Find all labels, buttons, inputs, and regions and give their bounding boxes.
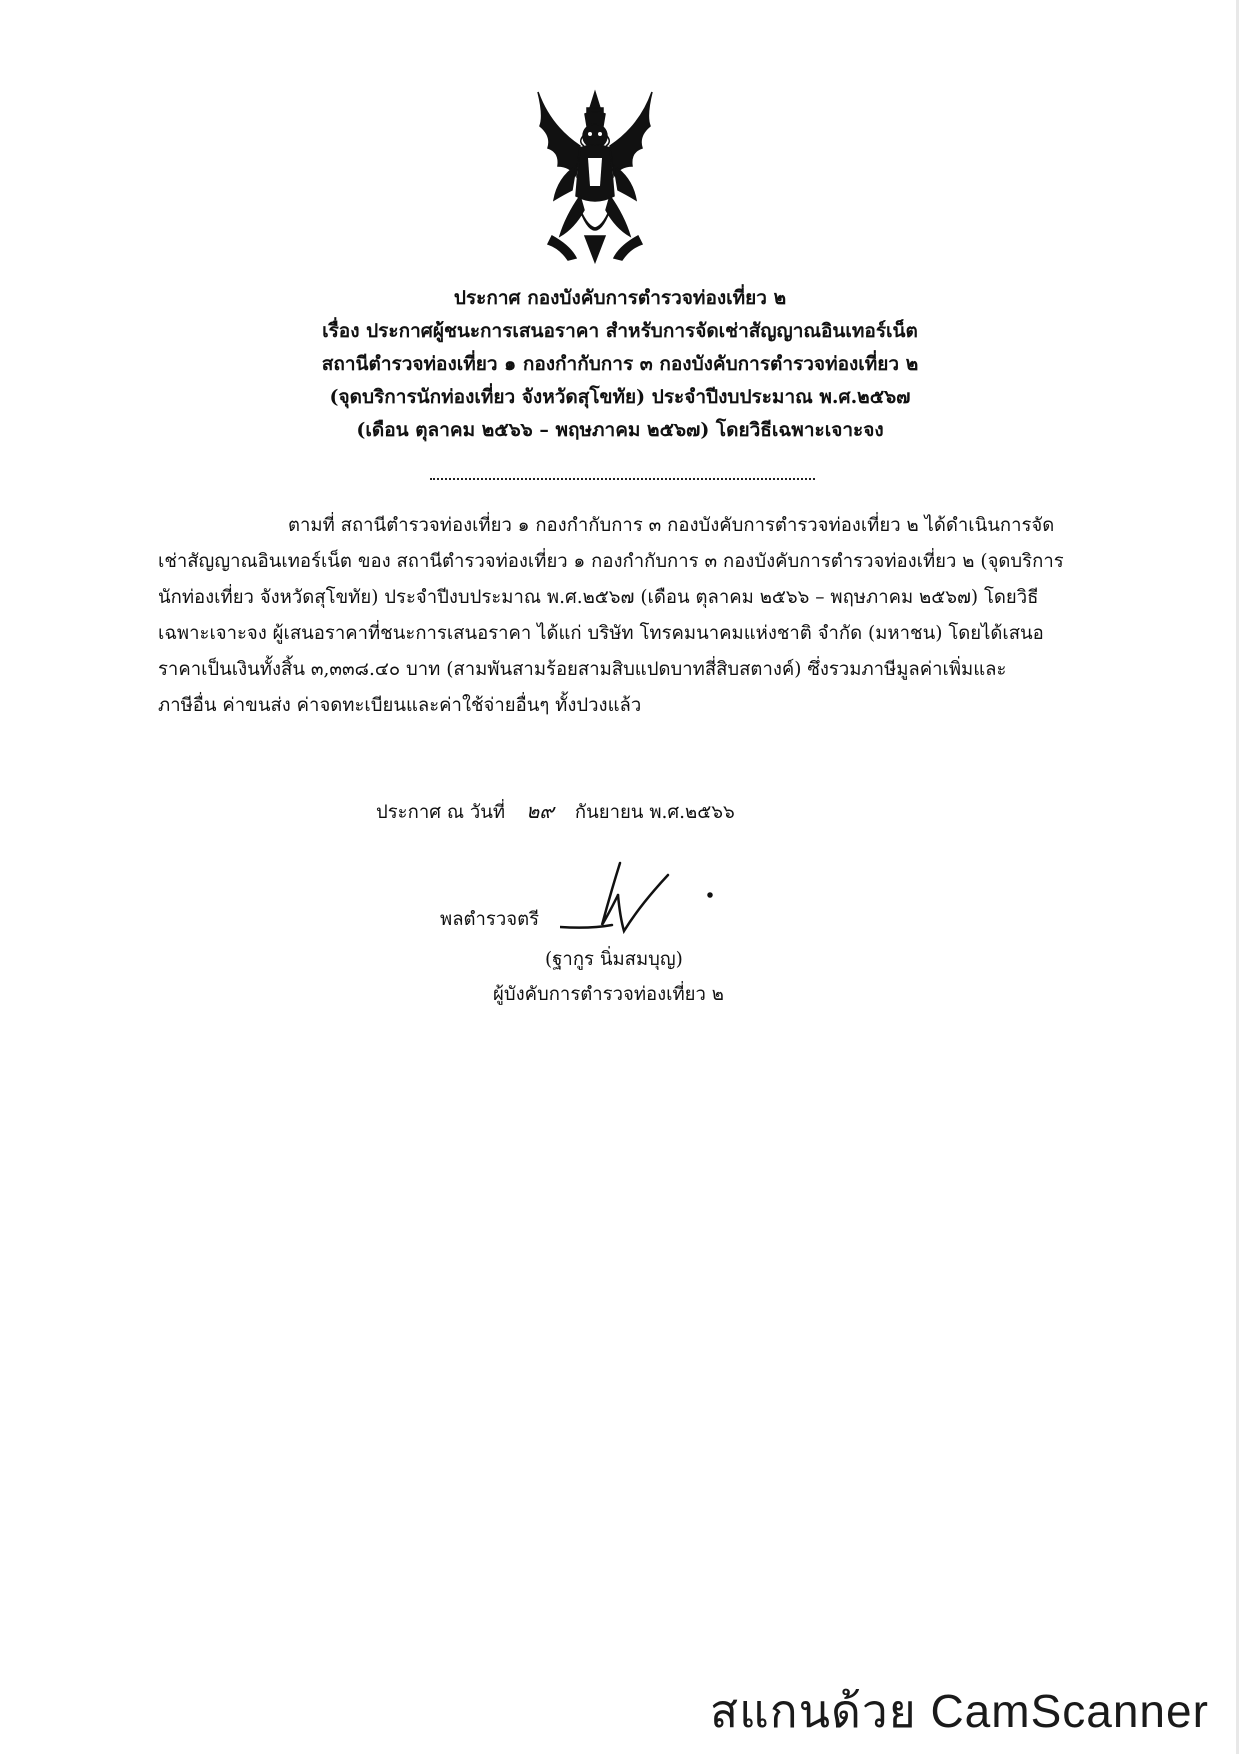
scanner-watermark: สแกนด้วย CamScanner bbox=[710, 1685, 1209, 1737]
garuda-emblem-icon bbox=[530, 86, 660, 264]
body-line: ภาษีอื่น ค่าขนส่ง ค่าจดทะเบียนและค่าใช้จ่ายอื่นๆ ทั้งปวงแล้ว bbox=[158, 695, 642, 716]
dotted-divider bbox=[430, 478, 815, 480]
body-line: เช่าสัญญาณอินเทอร์เน็ต ของ สถานีตำรวจท่องเที่ยว ๑ กองกำกับการ ๓ กองบังคับการตำรวจท่องเที่ยว ๒ (จุดบริการ bbox=[158, 551, 1064, 572]
heading-line: เรื่อง ประกาศผู้ชนะการเสนอราคา สำหรับการจัดเช่าสัญญาณอินเทอร์เน็ต bbox=[322, 320, 918, 342]
body-line: นักท่องเที่ยว จังหวัดสุโขทัย) ประจำปีงบประมาณ พ.ศ.๒๕๖๗ (เดือน ตุลาคม ๒๕๖๖ – พฤษภาคม ๒๕๖๗) โดยวิธี bbox=[158, 587, 1039, 608]
heading-line: (เดือน ตุลาคม ๒๕๖๖ – พฤษภาคม ๒๕๖๗) โดยวิธีเฉพาะเจาะจง bbox=[356, 419, 884, 441]
signer-name: (ฐากูร นิ่มสมบุญ) bbox=[545, 949, 683, 970]
heading-line: (จุดบริการนักท่องเที่ยว จังหวัดสุโขทัย) ประจำปีงบประมาณ พ.ศ.๒๕๖๗ bbox=[329, 386, 911, 408]
handwritten-signature bbox=[560, 855, 730, 945]
body-line: เฉพาะเจาะจง ผู้เสนอราคาที่ชนะการเสนอราคา ได้แก่ บริษัท โทรคมนาคมแห่งชาติ จำกัด (มหาชน) โดยได้เสนอ bbox=[158, 623, 1044, 644]
signer-rank: พลตำรวจตรี bbox=[440, 909, 540, 930]
document-heading bbox=[160, 282, 1080, 447]
body-paragraph bbox=[158, 508, 1086, 724]
date-day: ๒๙ bbox=[526, 799, 554, 823]
announcement-date bbox=[376, 795, 735, 827]
date-suffix: กันยายน พ.ศ.๒๕๖๖ bbox=[574, 802, 735, 823]
heading-line: ประกาศ กองบังคับการตำรวจท่องเที่ยว ๒ bbox=[453, 287, 787, 309]
body-line: ราคาเป็นเงินทั้งสิ้น ๓,๓๓๘.๔๐ บาท (สามพันสามร้อยสามสิบแปดบาทสี่สิบสตางค์) ซึ่งรวมภาษีมูลค่าเพิ่มและ bbox=[158, 659, 1007, 680]
signer-title: ผู้บังคับการตำรวจท่องเที่ยว ๒ bbox=[493, 984, 724, 1005]
body-line: ตามที่ สถานีตำรวจท่องเที่ยว ๑ กองกำกับการ ๓ กองบังคับการตำรวจท่องเที่ยว ๒ ได้ดำเนินการจัด bbox=[288, 515, 1055, 536]
heading-line: สถานีตำรวจท่องเที่ยว ๑ กองกำกับการ ๓ กองบังคับการตำรวจท่องเที่ยว ๒ bbox=[321, 353, 919, 375]
date-prefix: ประกาศ ณ วันที่ bbox=[376, 802, 506, 823]
